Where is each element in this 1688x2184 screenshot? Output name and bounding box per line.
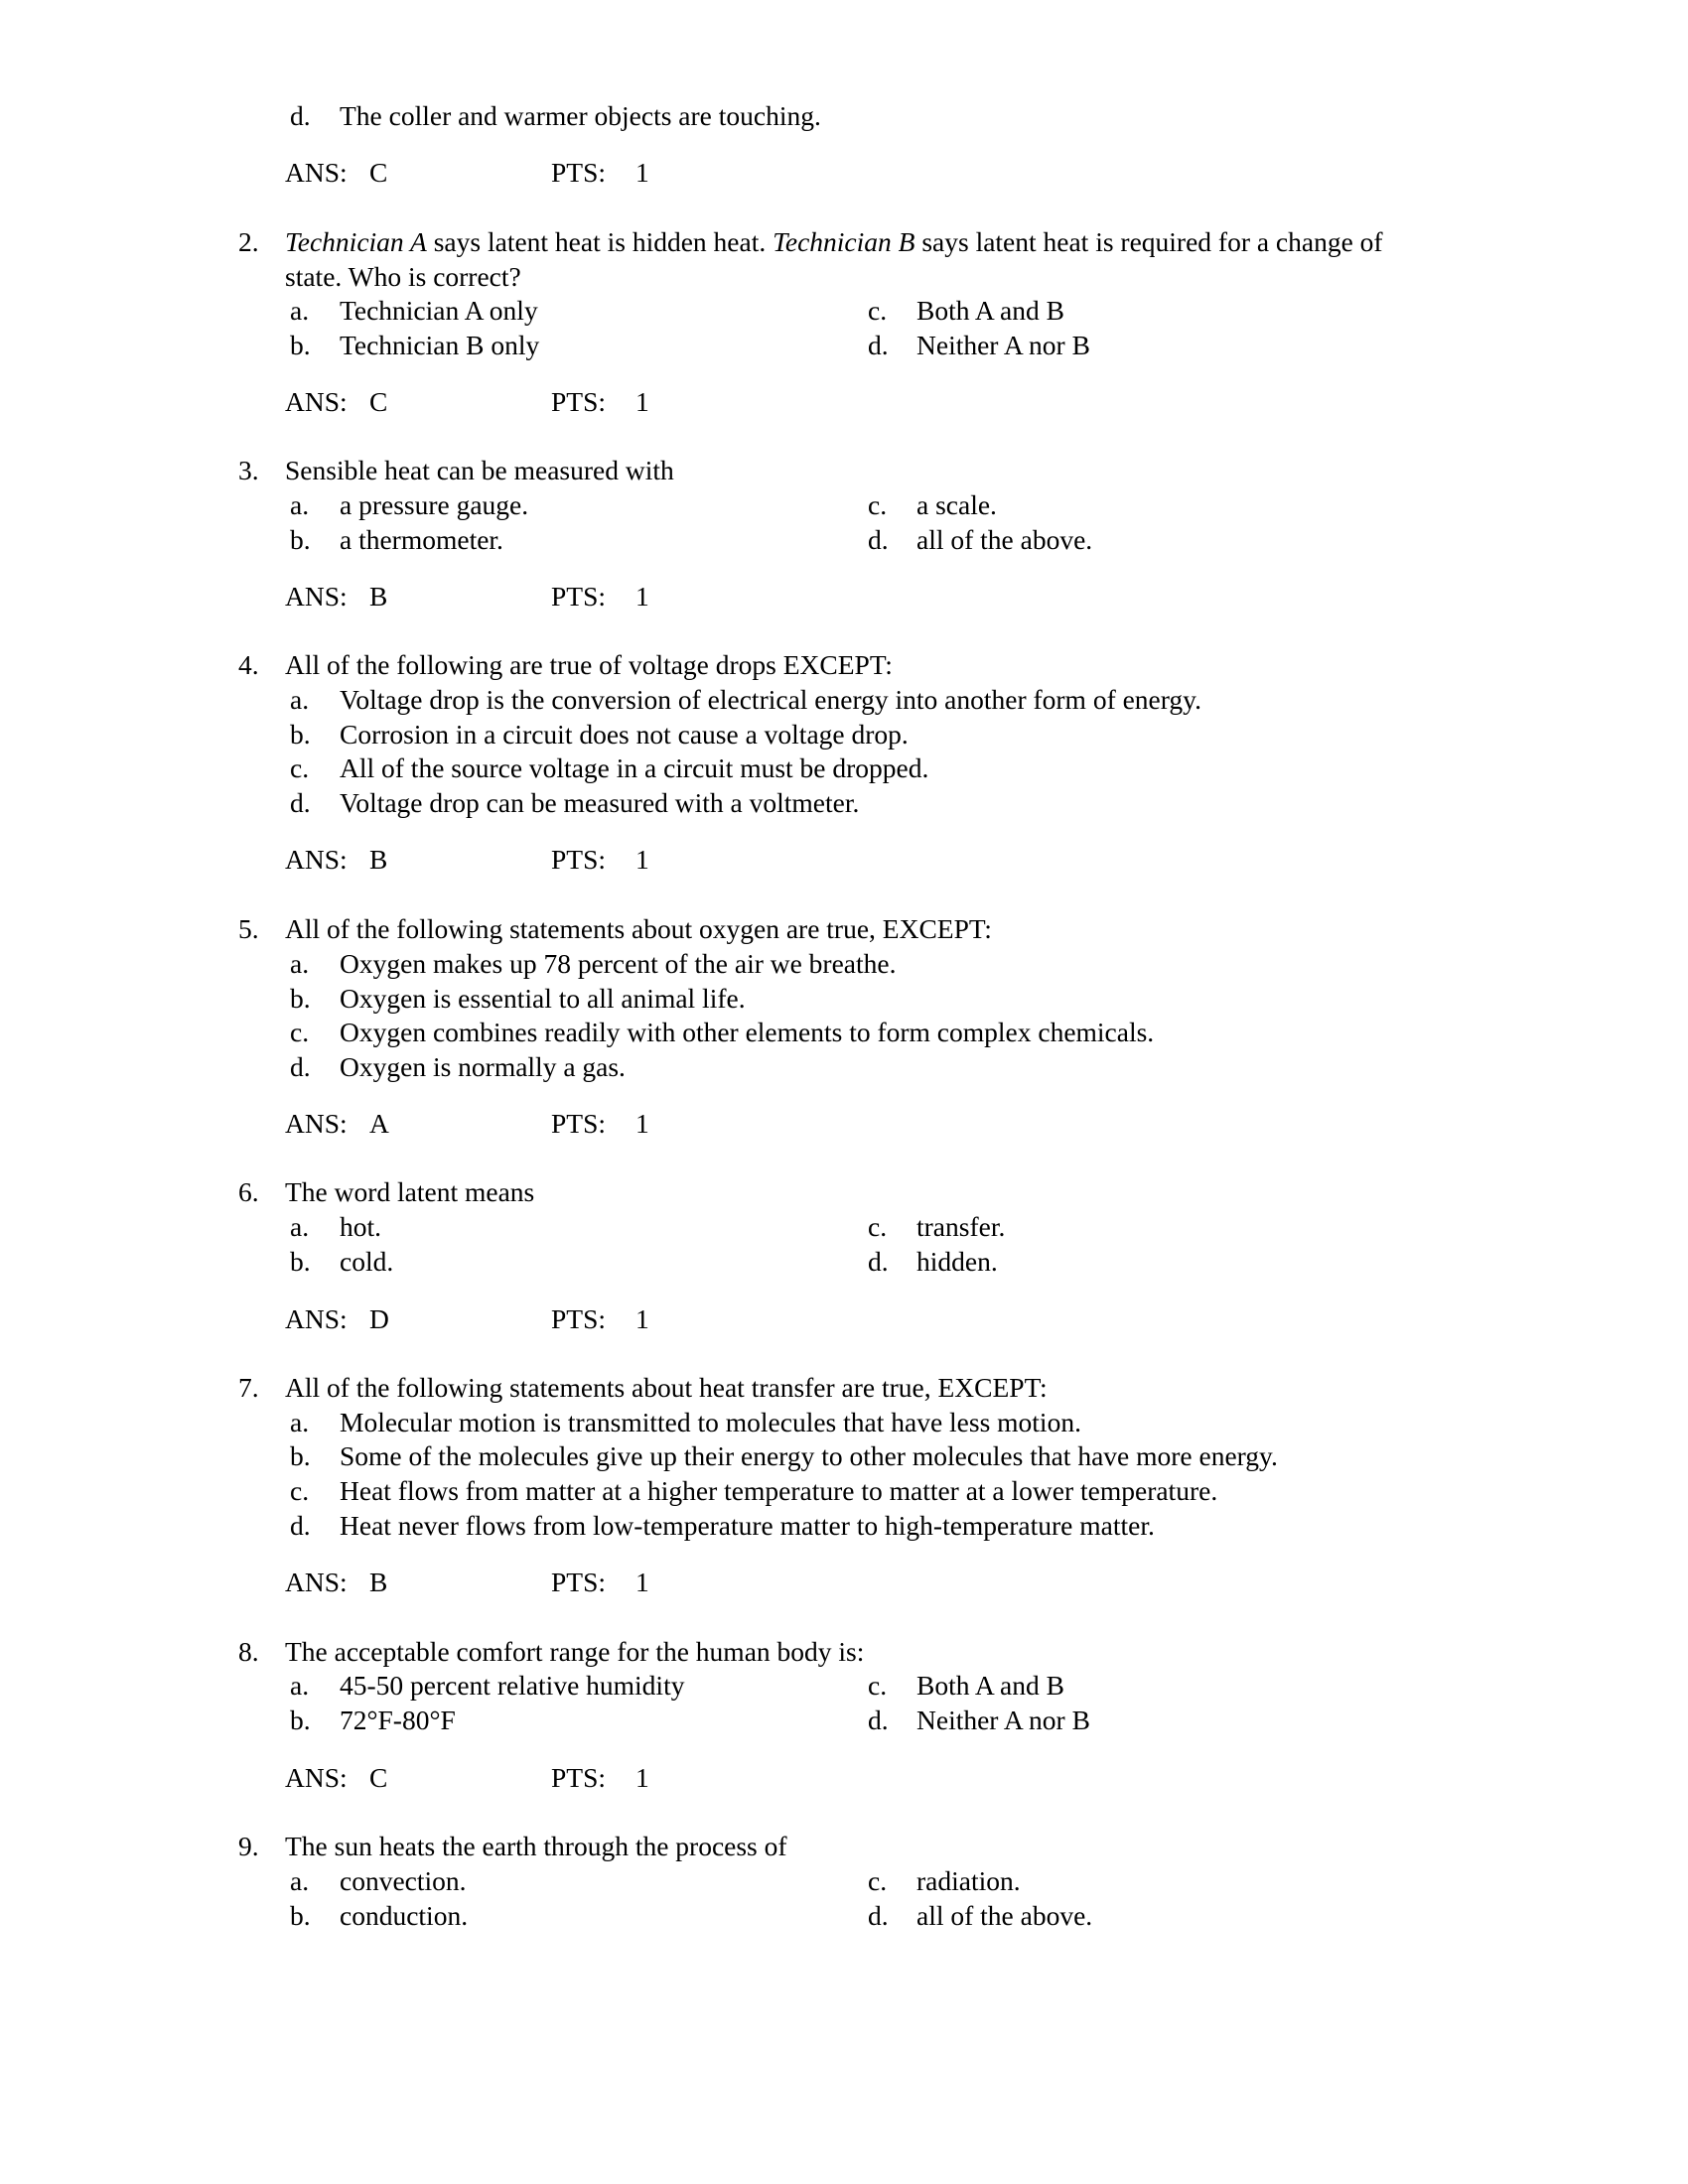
option-letter: b. [290, 719, 311, 750]
option-text: Oxygen is normally a gas. [340, 1051, 626, 1082]
ans-label: ANS: [285, 386, 348, 417]
ans-value: C [369, 1762, 388, 1793]
question-text: state. Who is correct? [285, 261, 521, 292]
ans-value: A [369, 1108, 389, 1139]
option-text: Some of the molecules give up their energy to other molecules that have more energy. [340, 1440, 1278, 1471]
option-letter: b. [290, 1246, 311, 1277]
pts-value: 1 [635, 1108, 649, 1139]
option-text: All of the source voltage in a circuit must be dropped. [340, 752, 929, 783]
option-letter: c. [868, 295, 888, 326]
option-letter: b. [290, 1440, 311, 1471]
option-text: Both A and B [916, 295, 1064, 326]
question-text: All of the following statements about heat transfer are true, EXCEPT: [285, 1372, 1048, 1403]
question-number: 9. [238, 1831, 259, 1861]
option-letter: a. [290, 1407, 310, 1437]
option-text: conduction. [340, 1900, 469, 1931]
pts-value: 1 [635, 1567, 649, 1597]
option-letter: a. [290, 948, 310, 979]
option-letter: b. [290, 1900, 311, 1931]
option-letter: c. [868, 1865, 888, 1896]
option-text: 72°F-80°F [340, 1705, 456, 1735]
option-letter: b. [290, 524, 311, 555]
stem-italic-technician-b: Technician B [773, 226, 915, 257]
ans-label: ANS: [285, 1762, 348, 1793]
option-text: hot. [340, 1211, 382, 1242]
question-number: 5. [238, 913, 259, 944]
question-number: 8. [238, 1636, 259, 1667]
pts-value: 1 [635, 1762, 649, 1793]
option-letter: a. [290, 1670, 310, 1701]
pts-label: PTS: [551, 581, 607, 612]
option-text: 45-50 percent relative humidity [340, 1670, 685, 1701]
option-letter: b. [290, 983, 311, 1014]
pts-label: PTS: [551, 386, 607, 417]
option-letter: d. [868, 1900, 889, 1931]
option-text: Oxygen makes up 78 percent of the air we breathe. [340, 948, 897, 979]
option-text: a scale. [916, 489, 997, 520]
question-number: 3. [238, 455, 259, 485]
ans-value: D [369, 1303, 389, 1334]
option-text: Corrosion in a circuit does not cause a voltage drop. [340, 719, 909, 750]
option-text: Oxygen is essential to all animal life. [340, 983, 746, 1014]
option-letter: b. [290, 1705, 311, 1735]
option-text: a thermometer. [340, 524, 503, 555]
option-text: Neither A nor B [916, 1705, 1090, 1735]
ans-value: C [369, 386, 388, 417]
ans-value: B [369, 1567, 388, 1597]
option-letter: a. [290, 1865, 310, 1896]
stem-text: says latent heat is hidden heat. [426, 226, 774, 257]
option-text: Heat never flows from low-temperature matter to high-temperature matter. [340, 1510, 1155, 1541]
question-number: 4. [238, 649, 259, 680]
pts-value: 1 [635, 844, 649, 875]
option-letter: b. [290, 330, 311, 360]
pts-value: 1 [635, 1303, 649, 1334]
ans-label: ANS: [285, 1303, 348, 1334]
pts-label: PTS: [551, 1567, 607, 1597]
option-letter: d. [290, 1510, 311, 1541]
question-text: The acceptable comfort range for the human body is: [285, 1636, 865, 1667]
option-letter: c. [290, 1017, 310, 1047]
ans-label: ANS: [285, 157, 348, 188]
pts-label: PTS: [551, 157, 607, 188]
option-text: a pressure gauge. [340, 489, 529, 520]
option-letter: c. [868, 1670, 888, 1701]
option-letter: a. [290, 684, 310, 715]
option-text: all of the above. [916, 1900, 1093, 1931]
pts-label: PTS: [551, 1303, 607, 1334]
option-text: Neither A nor B [916, 330, 1090, 360]
option-text: hidden. [916, 1246, 998, 1277]
option-text: Oxygen combines readily with other elements to form complex chemicals. [340, 1017, 1155, 1047]
ans-label: ANS: [285, 844, 348, 875]
option-letter: a. [290, 1211, 310, 1242]
ans-value: B [369, 581, 388, 612]
ans-value: B [369, 844, 388, 875]
question-text: The word latent means [285, 1176, 535, 1207]
option-letter: c. [868, 489, 888, 520]
ans-value: C [369, 157, 388, 188]
option-text: transfer. [916, 1211, 1006, 1242]
option-letter: d. [868, 330, 889, 360]
question-text: The sun heats the earth through the process of [285, 1831, 787, 1861]
question-text: All of the following are true of voltage drops EXCEPT: [285, 649, 893, 680]
option-text: Heat flows from matter at a higher temperature to matter at a lower temperature. [340, 1475, 1218, 1506]
option-letter: d. [868, 1705, 889, 1735]
stem-italic-technician-a: Technician A [285, 226, 427, 257]
stem-text: says latent heat is required for a change of [914, 226, 1383, 257]
pts-value: 1 [635, 157, 649, 188]
question-text: All of the following statements about oxygen are true, EXCEPT: [285, 913, 992, 944]
option-letter: d. [868, 524, 889, 555]
pts-label: PTS: [551, 1108, 607, 1139]
pts-value: 1 [635, 386, 649, 417]
question-number: 2. [238, 226, 259, 257]
option-text: Voltage drop is the conversion of electrical energy into another form of energy. [340, 684, 1202, 715]
pts-value: 1 [635, 581, 649, 612]
option-letter: d. [290, 100, 311, 131]
option-text: all of the above. [916, 524, 1093, 555]
question-number: 7. [238, 1372, 259, 1403]
ans-label: ANS: [285, 581, 348, 612]
option-letter: a. [290, 489, 310, 520]
option-letter: a. [290, 295, 310, 326]
option-text: The coller and warmer objects are touching. [340, 100, 821, 131]
option-text: Voltage drop can be measured with a voltmeter. [340, 787, 860, 818]
ans-label: ANS: [285, 1108, 348, 1139]
option-text: Technician B only [340, 330, 540, 360]
option-letter: c. [290, 1475, 310, 1506]
ans-label: ANS: [285, 1567, 348, 1597]
pts-label: PTS: [551, 1762, 607, 1793]
question-text: Sensible heat can be measured with [285, 455, 674, 485]
option-text: Both A and B [916, 1670, 1064, 1701]
option-text: radiation. [916, 1865, 1021, 1896]
option-letter: c. [290, 752, 310, 783]
option-letter: d. [290, 787, 311, 818]
pts-label: PTS: [551, 844, 607, 875]
question-number: 6. [238, 1176, 259, 1207]
option-letter: c. [868, 1211, 888, 1242]
question-text [285, 225, 1383, 260]
option-text: cold. [340, 1246, 394, 1277]
option-text: Technician A only [340, 295, 538, 326]
option-letter: d. [868, 1246, 889, 1277]
option-letter: d. [290, 1051, 311, 1082]
option-text: convection. [340, 1865, 467, 1896]
option-text: Molecular motion is transmitted to molecules that have less motion. [340, 1407, 1081, 1437]
